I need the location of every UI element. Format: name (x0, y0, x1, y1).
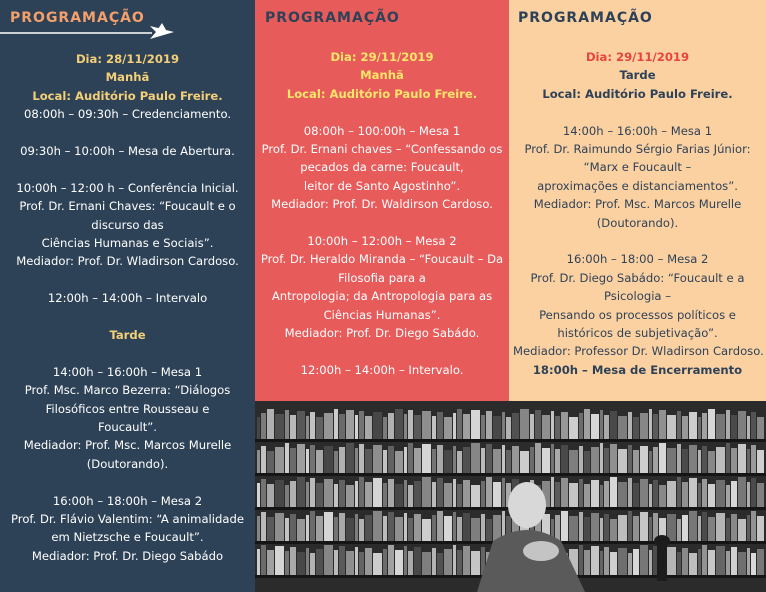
schedule-line (4, 160, 251, 178)
column-heading: PROGRAMAÇÃO (265, 10, 400, 26)
schedule-line (4, 271, 251, 289)
schedule-line: Local: Auditório Paulo Freire. (32, 88, 223, 103)
schedule-line: 10:00h – 12:00 h – Conferência Inicial. (16, 180, 239, 195)
schedule-line: Local: Auditório Paulo Freire. (286, 86, 478, 101)
schedule-line: leitor de Santo Agostinho”. (303, 178, 461, 193)
schedule-line: (Doutorando). (86, 456, 169, 471)
schedule-line: Prof. Dr. Flávio Valentim: “A animalidade (11, 512, 244, 527)
schedule-line: Mediador: Professor Dr. Wladirson Cardoso. (513, 344, 764, 359)
schedule-line: Dia: 29/11/2019 (585, 50, 690, 64)
column-day2-afternoon (509, 0, 766, 401)
schedule-line: Prof. Dr. Ernani Chaves: “Foucault e o (19, 199, 236, 214)
schedule-line: Antropologia; da Antropologia para as (271, 289, 493, 304)
schedule-line: Ciências Humanas”. (323, 307, 441, 322)
schedule-line (513, 232, 762, 250)
schedule-line: discurso das (91, 217, 164, 232)
schedule-line (259, 214, 505, 232)
library-photo (255, 401, 766, 592)
schedule-text (513, 48, 762, 379)
schedule-line: 09:30h – 10:00h – Mesa de Abertura. (20, 144, 235, 159)
schedule-line: Tarde (619, 68, 656, 83)
schedule-line (4, 344, 251, 362)
schedule-line: Psicologia – (604, 289, 671, 304)
schedule-line: Prof. Dr. Raimundo Sérgio Farias Júnior: (524, 142, 751, 157)
schedule-line: em Nietzsche e Foucault”. (51, 530, 204, 545)
schedule-line (4, 308, 251, 326)
schedule-line (4, 124, 251, 142)
schedule-text (259, 48, 505, 379)
schedule-line (259, 342, 505, 360)
schedule-line: 08:00h – 100:00h – Mesa 1 (303, 123, 461, 138)
schedule-line: Pensando os processos políticos e (539, 307, 736, 322)
schedule-line: Prof. Dr. Diego Sabádo: “Foucault e a (530, 270, 745, 285)
schedule-line: Filosofia para a (338, 270, 426, 285)
schedule-line: 14:00h – 16:00h – Mesa 1 (562, 123, 713, 138)
bookshelf-illustration (255, 401, 766, 592)
schedule-line: Manhã (105, 70, 150, 85)
schedule-line: Mediador: Prof. Dr. Diego Sabádo. (284, 326, 480, 341)
schedule-line: Ciências Humanas e Sociais”. (41, 236, 214, 251)
schedule-line: “Marx e Foucault – (583, 160, 692, 175)
schedule-line: (Doutorando). (596, 215, 679, 230)
schedule-line: 12:00h – 14:00h – Intervalo (47, 291, 208, 306)
schedule-line: Dia: 29/11/2019 (330, 50, 434, 64)
schedule-line: Local: Auditório Paulo Freire. (542, 86, 733, 101)
schedule-line: Mediador: Prof. Dr. Diego Sabádo (31, 548, 224, 563)
schedule-line: Mediador: Prof. Dr. Wladirson Cardoso. (16, 254, 239, 269)
schedule-line: Manhã (360, 68, 404, 83)
schedule-line: 14:00h – 16:00h – Mesa 1 (52, 364, 203, 379)
schedule-line: históricos de subjetivação”. (557, 326, 718, 341)
schedule-line: Filosóficos entre Rousseau e (45, 401, 210, 416)
schedule-line: 08:00h – 09:30h – Credenciamento. (23, 107, 232, 122)
schedule-line: Tarde (109, 328, 146, 343)
schedule-line: 10:00h – 12:00h – Mesa 2 (307, 234, 457, 249)
schedule-line (4, 473, 251, 491)
schedule-line: Mediador: Prof. Msc. Marcos Murelle (23, 438, 232, 453)
schedule-line: Mediador: Prof. Msc. Marcos Murelle (533, 197, 742, 212)
schedule-line: 18:00h – Mesa de Encerramento (532, 362, 743, 377)
schedule-line: Foucault”. (98, 420, 157, 435)
schedule-line: aproximações e distanciamentos”. (537, 178, 738, 193)
column-day1 (0, 0, 255, 592)
column-heading: PROGRAMAÇÃO (10, 10, 145, 26)
schedule-line: pecados da carne: Foucault, (300, 160, 464, 175)
schedule-line: Mediador: Prof. Dr. Waldirson Cardoso. (271, 197, 493, 212)
schedule-line: Prof. Msc. Marco Bezerra: “Diálogos (24, 383, 231, 398)
paper-plane-icon (0, 20, 176, 42)
column-heading: PROGRAMAÇÃO (518, 10, 653, 26)
schedule-line: 12:00h – 14:00h – Intervalo. (300, 362, 464, 377)
schedule-line: Prof. Dr. Ernani chaves – “Confessando os (261, 142, 503, 157)
schedule-line: 16:00h – 18:00h – Mesa 2 (52, 493, 203, 508)
schedule-text (4, 50, 251, 565)
schedule-line: Prof. Dr. Heraldo Miranda – “Foucault – Da (260, 252, 504, 267)
schedule-line (259, 103, 505, 121)
schedule-line: 16:00h – 18:00 – Mesa 2 (566, 252, 709, 267)
column-day2-morning (255, 0, 509, 401)
schedule-line: Dia: 28/11/2019 (75, 52, 180, 66)
schedule-line (513, 103, 762, 121)
